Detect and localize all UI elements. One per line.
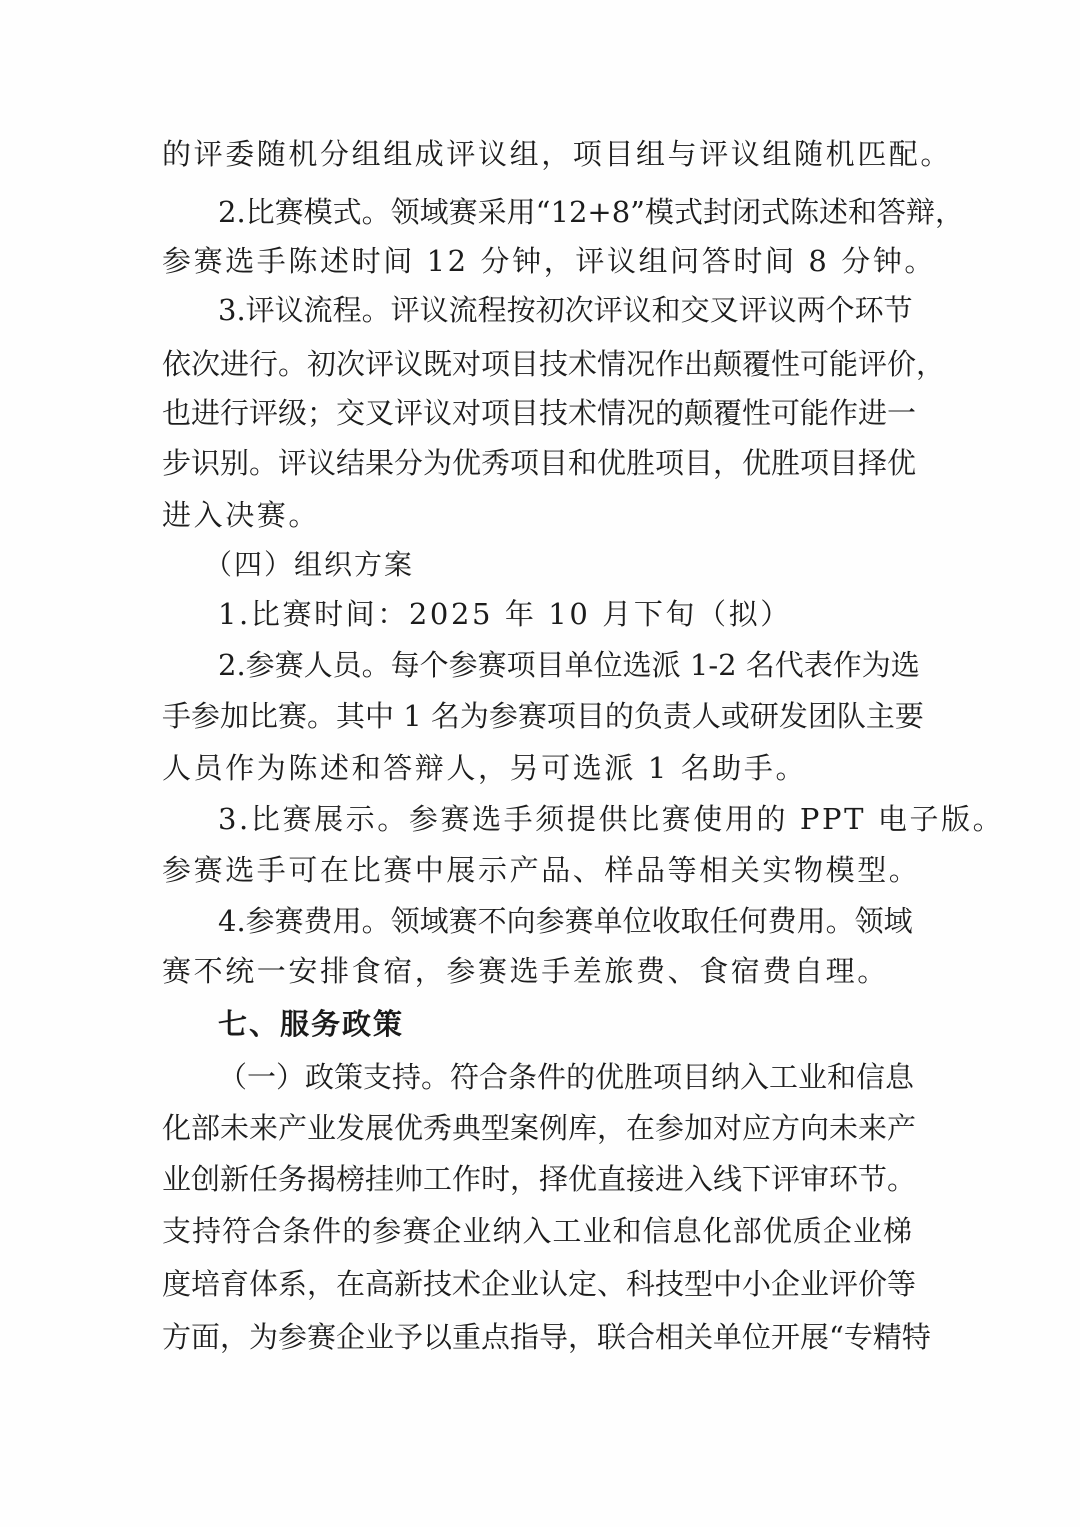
paragraph-line: 人员作为陈述和答辩人，另可选派 1 名助手。 [162,751,808,785]
paragraph-line: 依次进行。初次评议既对项目技术情况作出颠覆性可能评价， [162,347,946,381]
paragraph-line: 化部未来产业发展优秀典型案例库，在参加对应方向未来产 [162,1111,917,1145]
paragraph-line: 参赛选手可在比赛中展示产品、样品等相关实物模型。 [162,853,921,887]
paragraph-line: 支持符合条件的参赛企业纳入工业和信息化部优质企业梯 [162,1214,912,1248]
paragraph-line: （一）政策支持。符合条件的优胜项目纳入工业和信息 [218,1060,915,1094]
paragraph-line: 方面，为参赛企业予以重点指导，联合相关单位开展“专精特 [162,1320,931,1354]
paragraph-line: 2.比赛模式。领域赛采用“12+8”模式封闭式陈述和答辩， [218,195,964,229]
paragraph-line: 赛不统一安排食宿，参赛选手差旅费、食宿费自理。 [162,954,889,988]
paragraph-line: 1.比赛时间：2025 年 10 月下旬（拟） [218,597,792,631]
section-heading: 七、服务政策 [218,1007,405,1041]
paragraph-line: 进入决赛。 [162,498,321,532]
paragraph-line: 步识别。评议结果分为优秀项目和优胜项目，优胜项目择优 [162,446,917,480]
paragraph-line: 2.参赛人员。每个参赛项目单位选派 1-2 名代表作为选 [218,648,920,682]
paragraph-line: 度培育体系，在高新技术企业认定、科技型中小企业评价等 [162,1267,917,1301]
paragraph-line: 4.参赛费用。领域赛不向参赛单位收取任何费用。领域 [218,904,913,938]
paragraph-line: 参赛选手陈述时间 12 分钟，评议组问答时间 8 分钟。 [162,244,937,278]
paragraph-line: 的评委随机分组组成评议组，项目组与评议组随机匹配。 [162,137,953,171]
paragraph-line: 也进行评级；交叉评议对项目技术情况的颠覆性可能作进一 [162,396,917,430]
section-subheading: （四）组织方案 [204,548,415,581]
paragraph-line: 3.评议流程。评议流程按初次评议和交叉评议两个环节 [218,293,913,327]
paragraph-line: 3.比赛展示。参赛选手须提供比赛使用的 PPT 电子版。 [218,802,1005,836]
paragraph-line: 手参加比赛。其中 1 名为参赛项目的负责人或研发团队主要 [162,699,924,733]
paragraph-line: 业创新任务揭榜挂帅工作时，择优直接进入线下评审环节。 [162,1162,917,1196]
